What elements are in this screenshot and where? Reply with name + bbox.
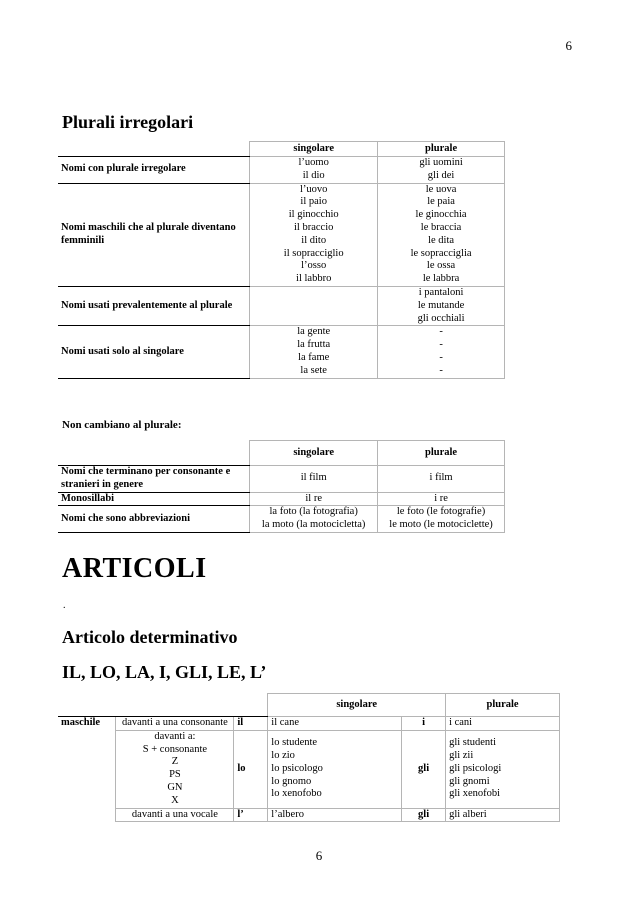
plurale-cell-line: le ginocchia (415, 209, 467, 221)
example-plural-cell-line: gli psicologi (449, 762, 502, 774)
singolare-cell (250, 157, 378, 184)
example-singular-cell-line: lo xenofobo (271, 788, 322, 800)
section-title-invariabili: Non cambiano al plurale: (62, 419, 182, 431)
plurale-cell-line: i film (429, 472, 453, 484)
singolare-cell-line: la fame (298, 351, 330, 363)
row-label: Nomi usati prevalentemente al plurale (58, 286, 250, 325)
example-plural-cell-line: gli alberi (449, 808, 487, 820)
empty-header-cell (58, 694, 268, 717)
singolare-cell-line: la sete (300, 364, 327, 376)
singolare-cell-line: la frutta (297, 339, 331, 351)
stray-dot: . (63, 600, 66, 611)
plurale-cell-line: le braccia (420, 221, 462, 233)
page-number-top: 6 (565, 38, 572, 53)
plurale-cell-line: le dita (428, 234, 455, 246)
table-row (58, 717, 560, 731)
row-label: Monosillabi (58, 492, 250, 506)
context-cell (116, 717, 234, 731)
header-singolare: singolare (250, 142, 378, 157)
singolare-cell-line: l’uomo (298, 157, 329, 168)
singolare-cell-line: la foto (la fotografia) (269, 506, 358, 518)
plurale-cell-line: gli dei (427, 169, 455, 181)
plurale-cell (378, 286, 505, 325)
section-title-plurali: Plurali irregolari (62, 112, 194, 132)
example-singular-cell (268, 808, 402, 822)
singolare-cell (250, 183, 378, 286)
plurale-cell-line: le moto (le motociclette) (389, 519, 493, 531)
article-plural: gli (402, 808, 446, 822)
table-row (58, 506, 505, 533)
example-plural-cell-line: gli studenti (449, 737, 497, 749)
singolare-cell-line: il film (300, 472, 327, 484)
articoli-title: ARTICOLI (62, 553, 207, 584)
plurale-cell-line: le ossa (426, 260, 456, 272)
page-number-bottom: 6 (315, 848, 323, 863)
table-row (58, 492, 505, 506)
example-singular-cell-line: l’albero (271, 808, 304, 820)
plurali-table (58, 141, 505, 379)
gender-label: maschile (58, 717, 116, 822)
article-plural: gli (402, 730, 446, 808)
singolare-cell-line: il ginocchio (288, 209, 339, 221)
plurale-cell-line: le labbra (422, 273, 460, 285)
singolare-cell-line: il re (305, 492, 322, 504)
example-plural-cell-line: gli gnomi (449, 775, 490, 787)
plurale-cell-line: gli uomini (419, 157, 463, 168)
table-row (58, 808, 560, 822)
plurale-cell-line: - (439, 351, 443, 363)
plurale-cell (378, 326, 505, 378)
context-cell-line: davanti a una vocale (131, 808, 218, 820)
context-cell-line: PS (169, 769, 181, 781)
plurale-cell (378, 506, 505, 533)
row-label: Nomi che terminano per consonante e stranieri in genere (58, 466, 250, 493)
plurale-cell-line: - (439, 364, 443, 376)
example-singular-cell-line: lo gnomo (271, 775, 312, 787)
singolare-cell-line: l’osso (301, 260, 327, 272)
example-singular-cell-line: lo zio (271, 749, 295, 761)
singolare-cell (250, 506, 378, 533)
singolare-cell-line: la gente (297, 326, 331, 338)
articolo-forms: IL, LO, LA, I, GLI, LE, L’ (62, 662, 267, 682)
example-plural-cell (446, 730, 560, 808)
header-plurale: plurale (378, 142, 505, 157)
example-plural-cell-line: gli xenofobi (449, 788, 501, 800)
row-label: Nomi con plurale irregolare (58, 157, 250, 184)
example-plural-cell-line: i cani (449, 717, 473, 728)
article-singular: l’ (234, 808, 268, 822)
singolare-cell (250, 286, 378, 325)
singolare-cell-line: il paio (300, 196, 327, 208)
plurale-cell-line: le mutande (417, 299, 465, 311)
plurale-cell (378, 157, 505, 184)
singolare-cell (250, 492, 378, 506)
row-label: Nomi usati solo al singolare (58, 326, 250, 378)
plurale-cell-line: - (439, 326, 443, 338)
plurale-cell (378, 466, 505, 493)
article-plural: i (402, 717, 446, 731)
plurale-cell-line: le sopracciglia (410, 247, 472, 259)
plurale-cell-line: gli occhiali (417, 312, 465, 324)
header-plurale: plurale (446, 694, 560, 717)
context-cell-line: davanti a una consonante (121, 717, 228, 728)
context-cell-line: GN (167, 781, 183, 793)
articoli-table (58, 693, 560, 822)
plurale-cell-line: le paia (427, 196, 455, 208)
example-singular-cell (268, 717, 402, 731)
header-singolare: singolare (268, 694, 446, 717)
table-row (58, 286, 505, 325)
articolo-determinativo-title: Articolo determinativo (62, 627, 238, 647)
table-row (58, 157, 505, 184)
context-cell-line: X (171, 794, 179, 806)
empty-header-cell (58, 441, 250, 466)
plurale-cell (378, 492, 505, 506)
singolare-cell-line: il sopracciglio (283, 247, 344, 259)
header-singolare: singolare (250, 441, 378, 466)
plurale-cell-line: le uova (425, 183, 457, 195)
singolare-cell-line: il dito (301, 234, 327, 246)
singolare-cell-line: il dio (302, 169, 325, 181)
context-cell-line: S + consonante (142, 743, 208, 755)
article-singular: lo (234, 730, 268, 808)
example-singular-cell (268, 730, 402, 808)
context-cell (116, 730, 234, 808)
table-row (58, 326, 505, 378)
singolare-cell (250, 326, 378, 378)
table-row (58, 730, 560, 808)
singolare-cell-line: l’uovo (299, 183, 328, 195)
singolare-cell-line: la moto (la motocicletta) (261, 519, 366, 531)
context-cell-line: davanti a: (154, 730, 196, 742)
context-cell (116, 808, 234, 822)
example-singular-cell-line: lo studente (271, 737, 318, 749)
example-plural-cell-line: gli zii (449, 749, 474, 761)
table-row (58, 466, 505, 493)
singolare-cell-line: il labbro (296, 273, 332, 285)
row-label: Nomi che sono abbreviazioni (58, 506, 250, 533)
plurale-cell-line: le foto (le fotografie) (396, 506, 486, 518)
empty-header-cell (58, 142, 250, 157)
plurale-cell-line: - (439, 339, 443, 351)
singolare-cell (250, 466, 378, 493)
header-plurale: plurale (378, 441, 505, 466)
article-singular: il (234, 717, 268, 731)
invariabili-table (58, 440, 505, 533)
table-row (58, 183, 505, 286)
context-cell-line: Z (171, 756, 179, 768)
singolare-cell-line: il braccio (294, 221, 334, 233)
example-singular-cell-line: lo psicologo (271, 762, 323, 774)
example-singular-cell-line: il cane (271, 717, 299, 728)
plurale-cell-line: i re (434, 492, 448, 504)
plurale-cell-line: i pantaloni (418, 286, 464, 298)
row-label: Nomi maschili che al plurale diventano femminili (58, 183, 250, 286)
example-plural-cell (446, 717, 560, 731)
plurale-cell (378, 183, 505, 286)
example-plural-cell (446, 808, 560, 822)
